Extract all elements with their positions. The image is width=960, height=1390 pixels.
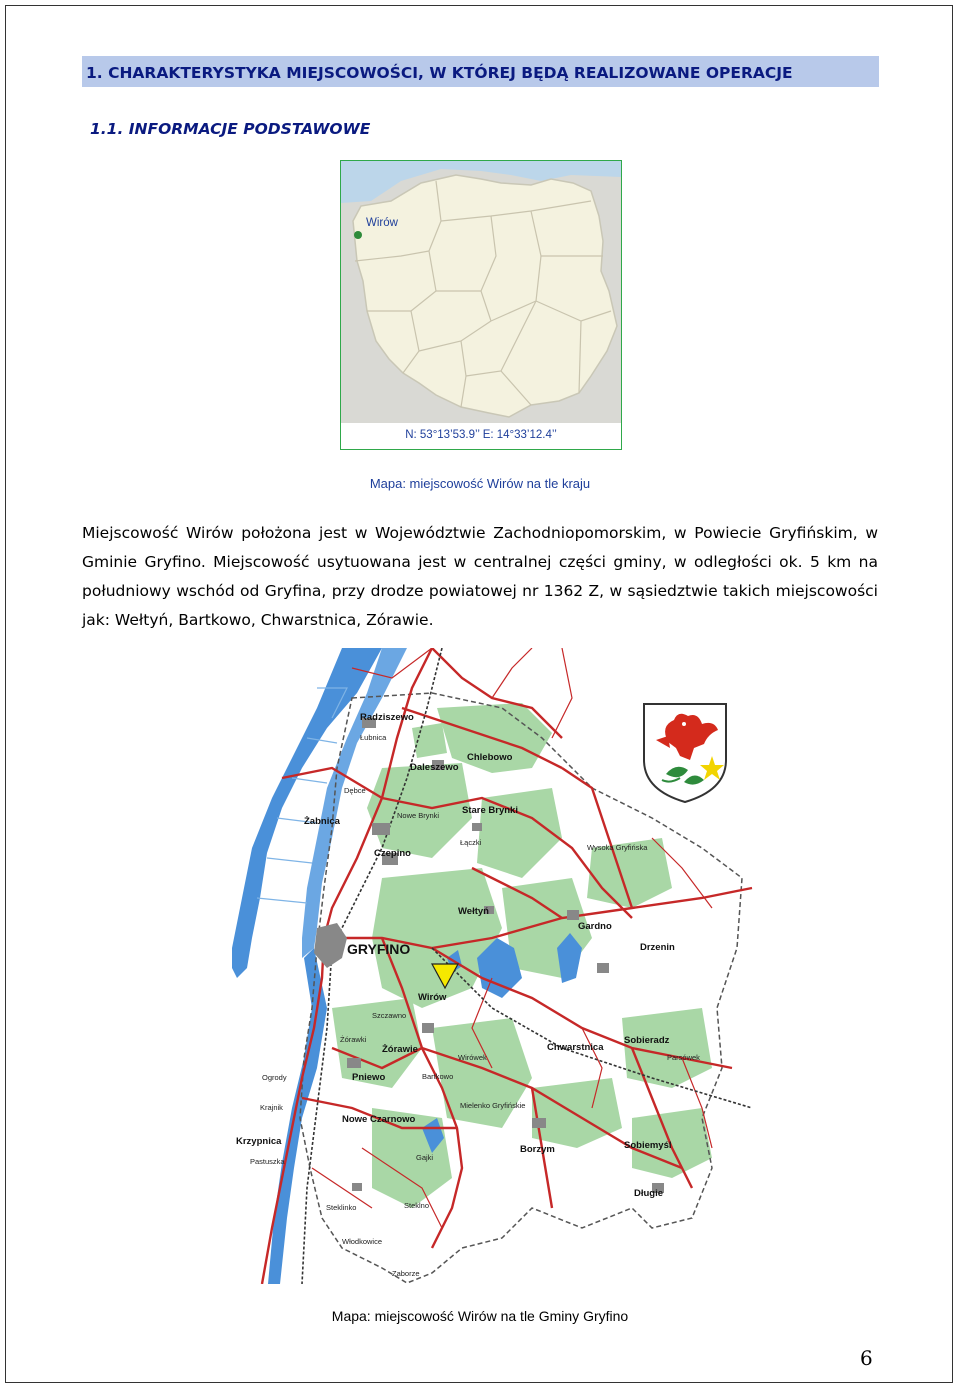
town-label: Stare Brynki <box>462 805 518 816</box>
town-label: Żabnica <box>304 816 340 827</box>
town-label: Gardno <box>578 921 612 932</box>
town-label: Żórawie <box>382 1044 418 1055</box>
town-label: Zaborze <box>392 1269 420 1278</box>
town-label: Dębce <box>344 786 366 795</box>
town-label: Krzypnica <box>236 1136 282 1147</box>
town-label: Wirówek <box>458 1053 487 1062</box>
town-label: Szczawno <box>372 1011 407 1020</box>
town-label: Steklno <box>404 1201 430 1210</box>
town-label: GRYFINO <box>347 941 411 957</box>
town-label: Pniewo <box>352 1072 386 1083</box>
town-label: Mielenko Gryfińskie <box>460 1101 526 1110</box>
town-label: Wełtyń <box>458 906 489 917</box>
section-heading: 1. CHARAKTERYSTYKA MIEJSCOWOŚCI, W KTÓREJ BĘDĄ REALIZOWANE OPERACJE <box>82 56 879 87</box>
town-label: Parsówek <box>667 1053 700 1062</box>
map2-caption: Mapa: miejscowość Wirów na tle Gminy Gryfino <box>331 1308 629 1324</box>
town-label: Wirów <box>418 992 447 1003</box>
poland-map <box>340 160 622 450</box>
town-label: Sobiemyśl <box>624 1140 672 1151</box>
town-label: Łubnica <box>360 733 387 742</box>
town-label: Sobieradz <box>624 1035 670 1046</box>
town-label: Wysoka Gryfińska <box>587 843 648 852</box>
subsection-heading: 1.1. INFORMACJE PODSTAWOWE <box>90 120 371 138</box>
town-label: Nowe Brynki <box>397 811 440 820</box>
town-label: Bartkowo <box>422 1072 454 1081</box>
town-label: Chwarstnica <box>547 1042 604 1053</box>
town-label: Nowe Czarnowo <box>342 1114 416 1125</box>
town-label: Daleszewo <box>410 762 459 773</box>
coordinates: N: 53°13’53.9’’ E: 14°33’12.4’’ <box>405 429 557 441</box>
town-label: Czepino <box>374 848 411 859</box>
town-label: Chlebowo <box>467 752 513 763</box>
town-label: Pastuszka <box>250 1157 285 1166</box>
map-label-wirow: Wirów <box>366 217 398 229</box>
town-label: Włodkowice <box>342 1237 383 1246</box>
map1-caption: Mapa: miejscowość Wirów na tle kraju <box>369 476 591 491</box>
town-label: Gajki <box>416 1153 434 1162</box>
description-paragraph: Miejscowość Wirów położona jest w Województwie Zachodniopomorskim, w Powiecie Gryfińskim, w Gminie Gryfino. Miejscowość usytuowana jest w centralnej części gminy, w odległości ok. 5 km na południowy wschód od Gryfina, przy drodze powiatowej nr 1362 Z, w sąsiedztwie takich miejscowości jak: Wełtyń, Bartkowo, Chwarstnica, Zórawie. <box>82 524 878 629</box>
town-label: Borzym <box>520 1144 555 1155</box>
town-label: Łączki <box>460 838 482 847</box>
page-number: 6 <box>860 1346 873 1370</box>
town-label: Radziszewo <box>360 712 414 723</box>
town-label: Żórawki <box>340 1035 367 1044</box>
town-label: Długie <box>634 1188 664 1199</box>
town-label: Ogrody <box>262 1073 287 1082</box>
gryfino-coat-of-arms <box>640 700 730 804</box>
town-label: Drzenin <box>640 942 675 953</box>
town-label: Steklinko <box>326 1203 357 1212</box>
town-label: Krajnik <box>260 1103 283 1112</box>
